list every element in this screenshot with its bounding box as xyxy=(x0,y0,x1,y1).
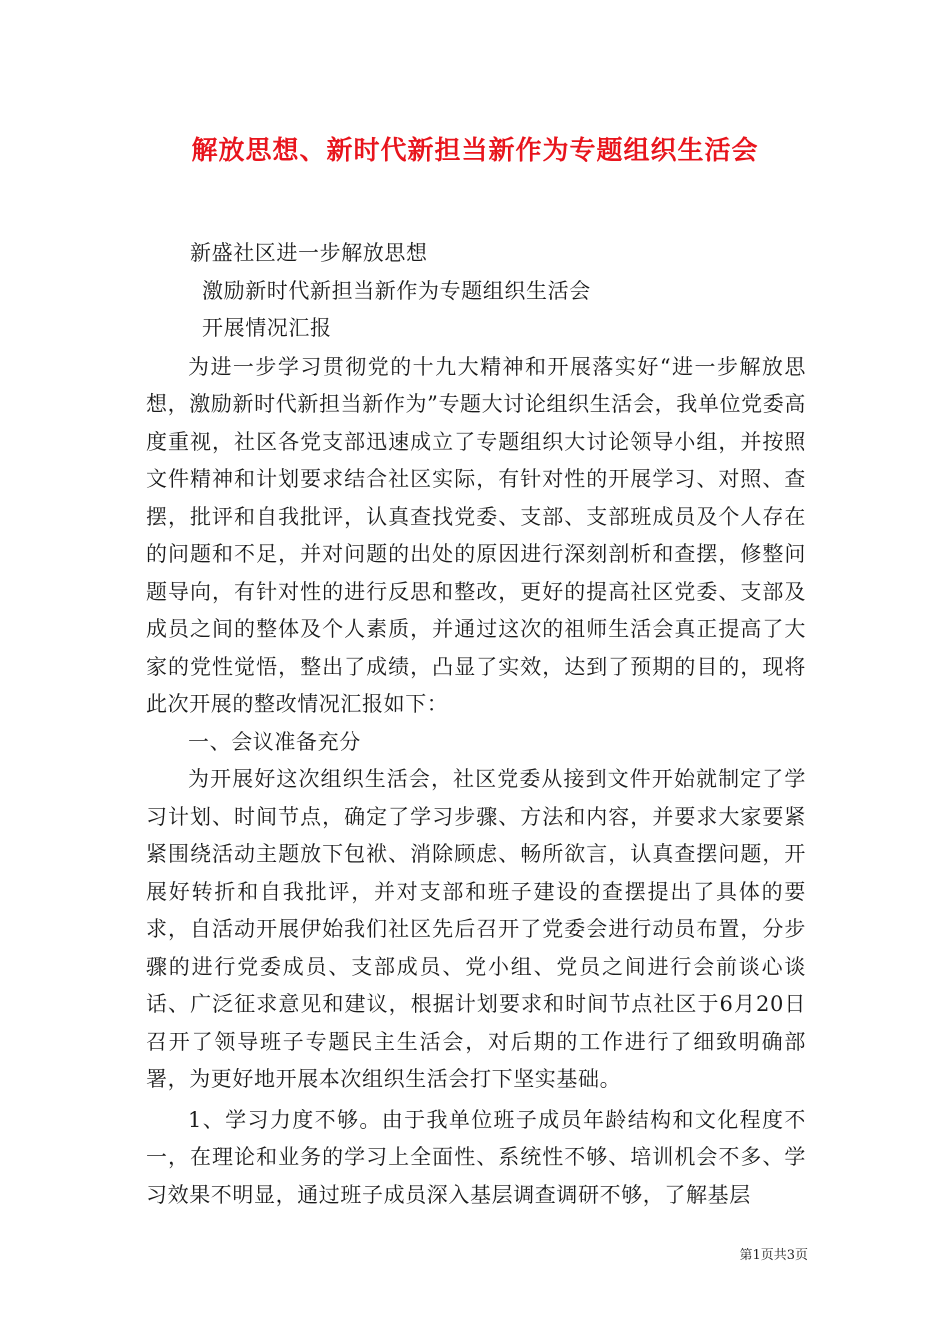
page-footer xyxy=(0,1247,808,1265)
subheading-meeting: 激励新时代新担当新作为专题组织生活会 xyxy=(202,278,591,303)
paragraph-study-issue: 1、学习力度不够。由于我单位班子成员年龄结构和文化程度不一，在理论和业务的学习上全面性、系统性不够、培训机会不多、学习效果不明显，通过班子成员深入基层调查调研不够，了解基层 xyxy=(146,1107,806,1207)
subheading-report: 开展情况汇报 xyxy=(202,316,332,340)
paragraph-intro: 为进一步学习贯彻党的十九大精神和开展落实好“进一步解放思想，激励新时代新担当新作为”专题大讨论组织生活会，我单位党委高度重视，社区各党支部迅速成立了专题组织大讨论领导小组，并按照文件精神和计划要求结合社区实际，有针对性的开展学习、对照、查摆，批评和自我批评，认真查找党委、支部、支部班成员及个人存在的问题和不足，并对问题的出处的原因进行深刻剖析和查摆，修整问题导向，有针对性的进行反思和整改，更好的提高社区党委、支部及成员之间的整体及个人素质，并通过这次的祖师生活会真正提高了大家的党性觉悟，整出了成绩，凸显了实效，达到了预期的目的，现将此次开展的整改情况汇报如下： xyxy=(146,354,806,716)
subheading-community: 新盛社区进一步解放思想 xyxy=(190,241,428,265)
document-body xyxy=(146,235,806,1214)
section-heading-preparation: 一、会议准备充分 xyxy=(188,729,361,754)
document-title: 解放思想、新时代新担当新作为专题组织生活会 xyxy=(191,136,759,166)
paragraph-preparation: 为开展好这次组织生活会，社区党委从接到文件开始就制定了学习计划、时间节点，确定了学习步骤、方法和内容，并要求大家要紧紧围绕活动主题放下包袱、消除顾虑、畅所欲言，认真查摆问题，开展好转折和自我批评，并对支部和班子建设的查摆提出了具体的要求，自活动开展伊始我们社区先后召开了党委会进行动员布置，分步骤的进行党委成员、支部成员、党小组、党员之间进行会前谈心谈话、广泛征求意见和建议，根据计划要求和时间节点社区于6月20日召开了领导班子专题民主生活会，对后期的工作进行了细致明确部署，为更好地开展本次组织生活会打下坚实基础。 xyxy=(146,767,806,1091)
page-number: 第1页共3页 xyxy=(739,1248,808,1263)
